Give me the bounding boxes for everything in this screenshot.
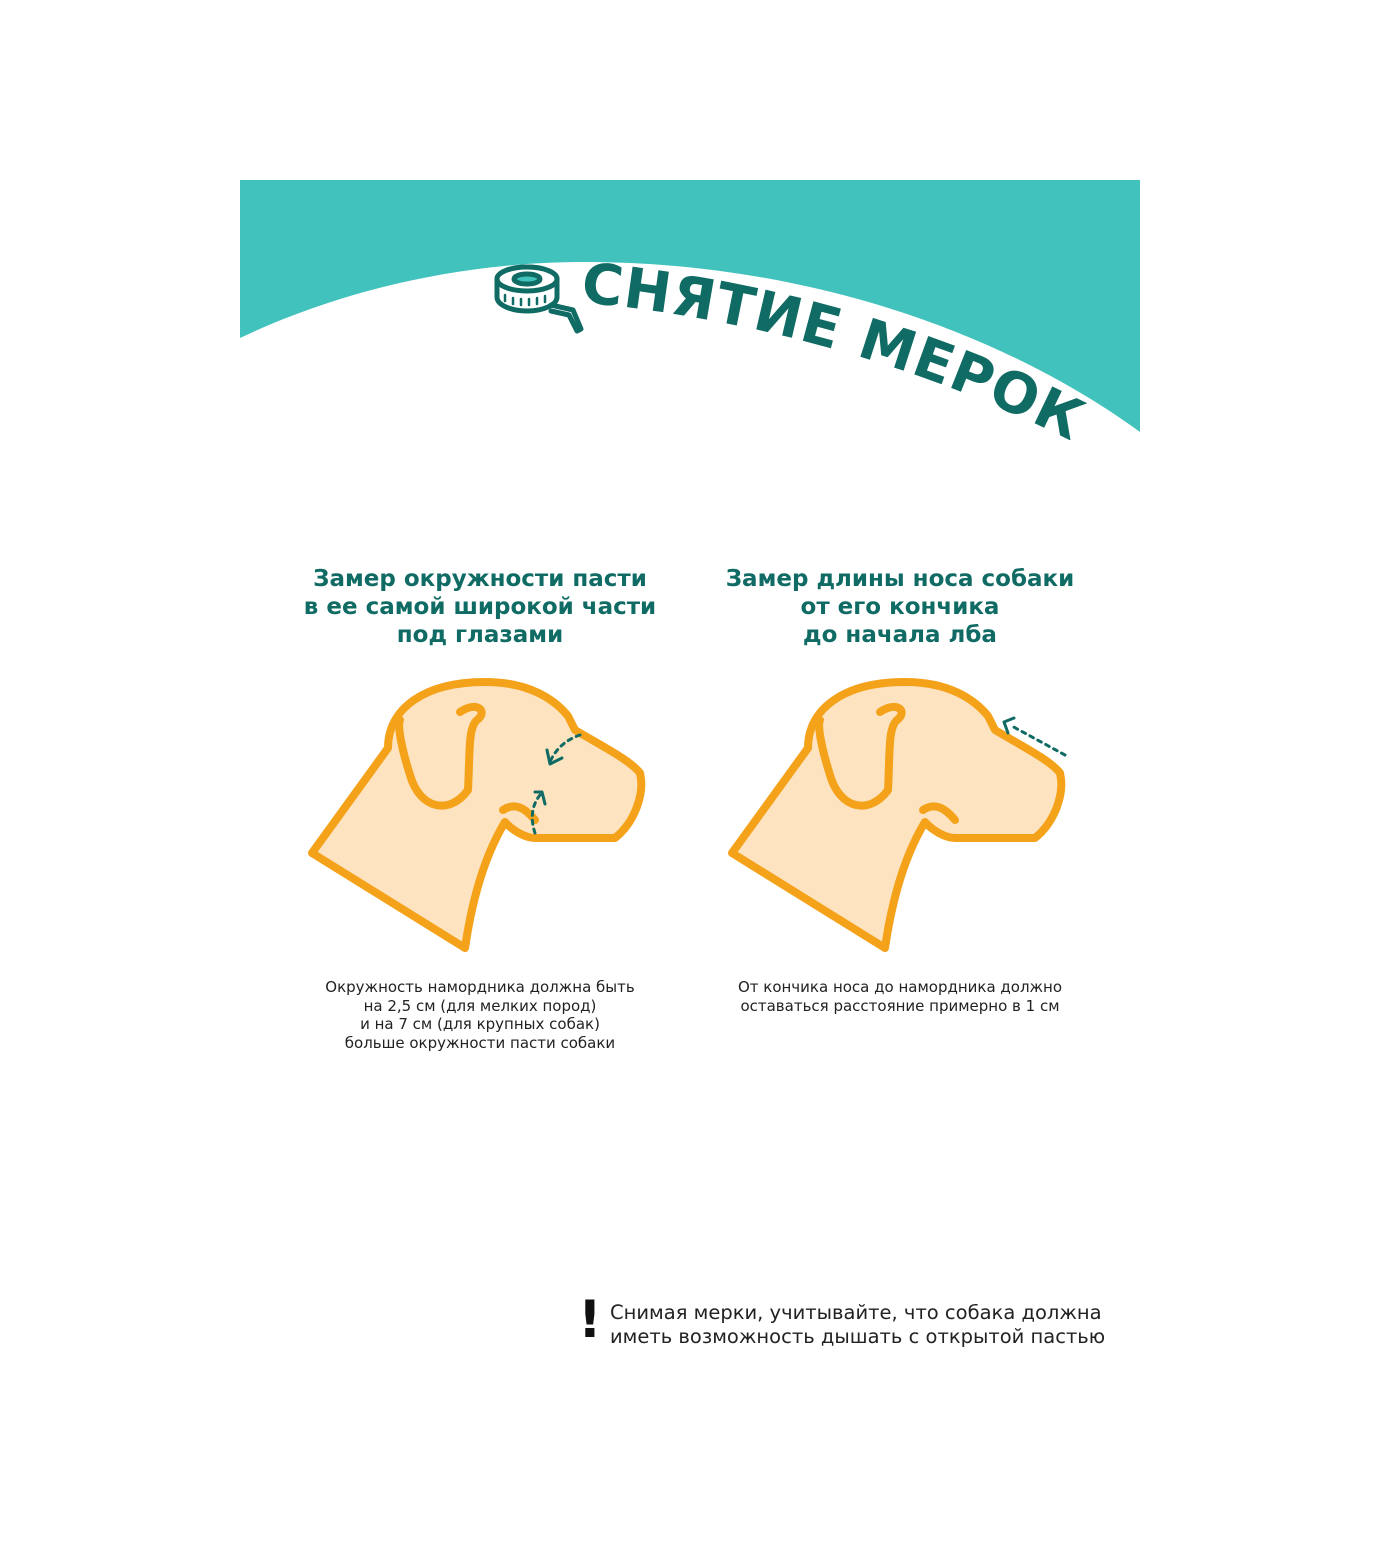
- warning-line: иметь возможность дышать с открытой пастью: [610, 1325, 1106, 1348]
- note-line: больше окружности пасти собаки: [344, 1033, 616, 1052]
- note-line: на 2,5 см (для мелких пород): [363, 996, 597, 1015]
- section-title-line: Замер окружности пасти: [313, 566, 647, 592]
- section-title-muzzle-circumference: [270, 565, 690, 649]
- section-title-line: в ее самой широкой части: [303, 594, 657, 620]
- note-line: и на 7 см (для крупных собак): [360, 1015, 600, 1033]
- header-banner: [240, 180, 1140, 440]
- section-title-line: Замер длины носа собаки: [725, 566, 1075, 592]
- dog-head-muzzle-circumference-illustration: [300, 670, 660, 960]
- note-line: оставаться расстояние примерно в 1 см: [740, 996, 1060, 1015]
- section-title-nose-length: [690, 565, 1110, 649]
- arrow-head-icon: [1004, 718, 1014, 733]
- section-title-line: до начала лба: [803, 622, 997, 648]
- note-line: От кончика носа до намордника должно: [737, 978, 1063, 996]
- note-line: Окружность намордника должна быть: [325, 978, 635, 996]
- exclamation-icon: !: [578, 1290, 602, 1350]
- warning-line: Снимая мерки, учитывайте, что собака должна: [610, 1301, 1102, 1324]
- note-muzzle-circumference: [270, 978, 690, 1052]
- page-title: СНЯТИЕ МЕРОК: [578, 251, 1095, 440]
- section-title-line: под глазами: [396, 622, 564, 648]
- section-title-line: от его кончика: [800, 594, 1000, 620]
- note-nose-length: [690, 978, 1110, 1015]
- warning-note: [578, 1292, 1138, 1352]
- dog-head-nose-length-illustration: [720, 670, 1080, 960]
- warning-text: [610, 1301, 1105, 1349]
- measuring-tape-icon: [497, 267, 581, 331]
